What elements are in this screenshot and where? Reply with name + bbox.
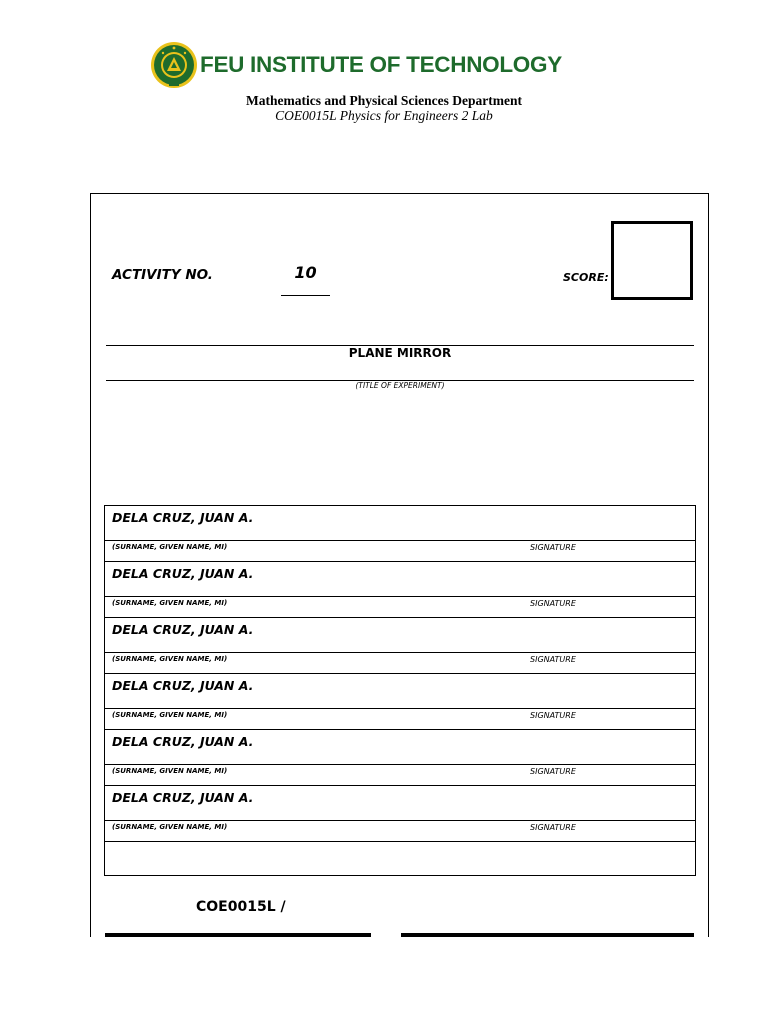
course-name: COE0015L Physics for Engineers 2 Lab xyxy=(275,108,493,123)
signature-caption: SIGNATURE xyxy=(530,711,576,720)
member-name: DELA CRUZ, JUAN A. xyxy=(112,566,254,581)
name-caption: (SURNAME, GIVEN NAME, MI) xyxy=(112,767,228,775)
member-entry xyxy=(105,786,695,842)
institution-name: FEU INSTITUTE OF TECHNOLOGY xyxy=(200,52,562,77)
name-caption: (SURNAME, GIVEN NAME, MI) xyxy=(112,543,228,551)
activity-number[interactable]: 10 xyxy=(294,263,317,282)
feu-seal-logo-icon xyxy=(150,40,198,90)
member-name-row[interactable] xyxy=(105,786,695,821)
footer-bar-right xyxy=(401,933,694,937)
signature-caption: SIGNATURE xyxy=(530,599,576,608)
member-caption-row xyxy=(105,821,695,842)
member-name: DELA CRUZ, JUAN A. xyxy=(112,510,254,525)
signature-caption: SIGNATURE xyxy=(530,823,576,832)
member-entry xyxy=(105,506,695,562)
member-caption-row xyxy=(105,597,695,618)
name-caption: (SURNAME, GIVEN NAME, MI) xyxy=(112,599,228,607)
member-caption-row xyxy=(105,709,695,730)
member-name: DELA CRUZ, JUAN A. xyxy=(112,790,254,805)
signature-caption: SIGNATURE xyxy=(530,543,576,552)
member-name: DELA CRUZ, JUAN A. xyxy=(112,622,254,637)
member-name-row[interactable] xyxy=(105,562,695,597)
member-entry xyxy=(105,730,695,786)
score-box[interactable] xyxy=(611,221,693,300)
footer-course-code: COE0015L / xyxy=(196,899,286,915)
department-name: Mathematics and Physical Sciences Department xyxy=(246,93,522,108)
member-caption-row xyxy=(105,541,695,562)
member-caption-row xyxy=(105,653,695,674)
name-caption: (SURNAME, GIVEN NAME, MI) xyxy=(112,711,228,719)
members-table xyxy=(104,505,696,876)
member-entry xyxy=(105,618,695,674)
activity-label: ACTIVITY NO. xyxy=(112,267,213,283)
member-name-row[interactable] xyxy=(105,730,695,765)
experiment-title-caption: (TITLE OF EXPERIMENT) xyxy=(355,381,445,390)
member-entry xyxy=(105,562,695,618)
member-name-row[interactable] xyxy=(105,618,695,653)
empty-member-row[interactable] xyxy=(105,842,695,875)
score-label: SCORE: xyxy=(563,271,609,284)
signature-caption: SIGNATURE xyxy=(530,655,576,664)
member-caption-row xyxy=(105,765,695,786)
member-name-row[interactable] xyxy=(105,506,695,541)
name-caption: (SURNAME, GIVEN NAME, MI) xyxy=(112,655,228,663)
member-name: DELA CRUZ, JUAN A. xyxy=(112,734,254,749)
activity-number-underline xyxy=(281,295,330,296)
member-entry xyxy=(105,674,695,730)
experiment-title[interactable]: PLANE MIRROR xyxy=(348,346,452,360)
member-name: DELA CRUZ, JUAN A. xyxy=(112,678,254,693)
name-caption: (SURNAME, GIVEN NAME, MI) xyxy=(112,823,228,831)
member-name-row[interactable] xyxy=(105,674,695,709)
footer-bar-left xyxy=(105,933,371,937)
signature-caption: SIGNATURE xyxy=(530,767,576,776)
